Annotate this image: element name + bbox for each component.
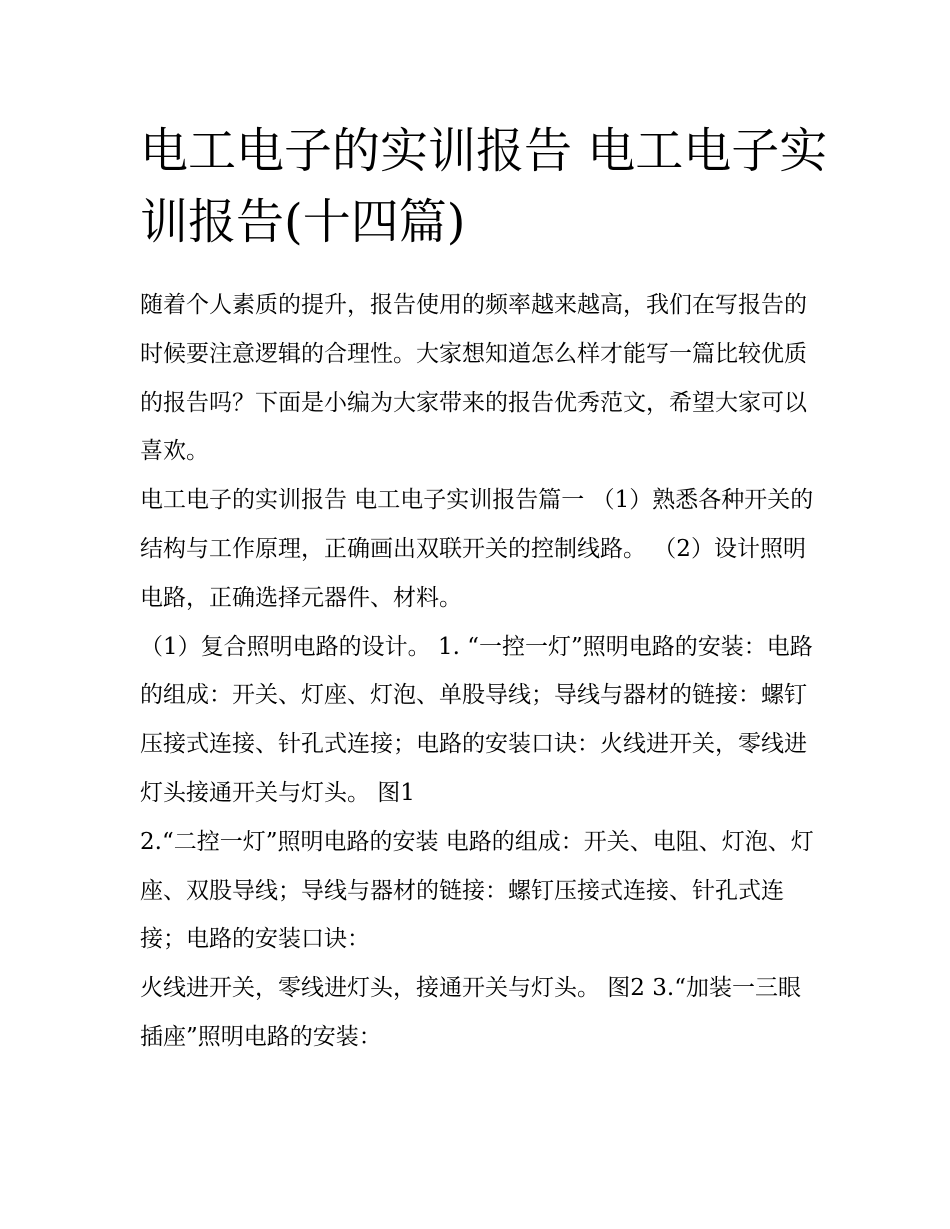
paragraph-intro: 随着个人素质的提升，报告使用的频率越来越高，我们在写报告的时候要注意逻辑的合理性。大家想知道怎么样才能写一篇比较优质的报告吗？下面是小编为大家带来的报告优秀范文，希望大家可以喜欢。: [140, 292, 807, 465]
paragraph-circuit-one: （1）复合照明电路的设计。 1. “一控一灯”照明电路的安装：电路的组成：开关、灯座、灯泡、单股导线；导线与器材的链接：螺钉压接式连接、针孔式连接；电路的安装口诀：火线进开关，零线进灯头接通开关与灯头。 图1: [140, 633, 813, 806]
paragraph-circuit-three: 火线进开关，零线进灯头，接通开关与灯头。 图2 3.“加装一三眼插座”照明电路的安装：: [140, 975, 801, 1050]
document-body: [140, 281, 815, 1062]
document-title: 电工电子的实训报告 电工电子实训报告(十四篇): [140, 123, 828, 250]
paragraph-circuit-two: 2.“二控一灯”照明电路的安装 电路的组成：开关、电阻、灯泡、灯座、双股导线；导线与器材的链接：螺钉压接式连接、针孔式连接；电路的安装口诀：: [140, 828, 814, 953]
paragraph-objectives: 电工电子的实训报告 电工电子实训报告篇一 （1）熟悉各种开关的结构与工作原理，正确画出双联开关的控制线路。 （2）设计照明电路，正确选择元器件、材料。: [140, 487, 814, 611]
